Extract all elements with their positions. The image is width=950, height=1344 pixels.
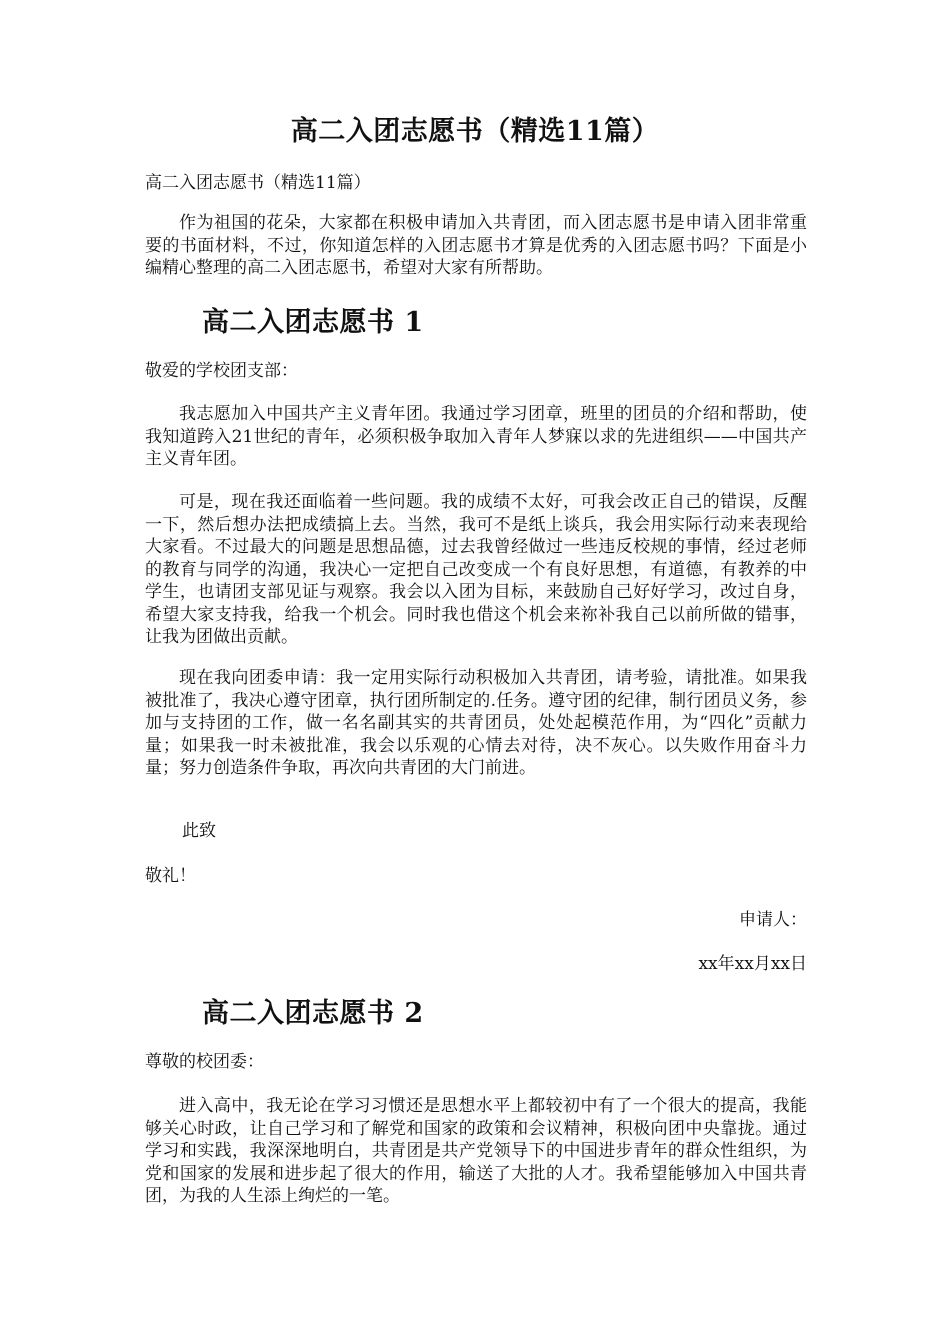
document-subtitle: 高二入团志愿书（精选11篇） — [145, 173, 371, 193]
intro-paragraph: 作为祖国的花朵，大家都在积极申请加入共青团，而入团志愿书是申请入团非常重要的书面材料，不过，你知道怎样的入团志愿书才算是优秀的入团志愿书吗？下面是小编精心整理的高二入团志愿书，希望对大家有所帮助。 — [145, 213, 807, 278]
section-1-date: xx年xx月xx日 — [698, 954, 807, 974]
section-2-paragraph-1: 进入高中，我无论在学习习惯还是思想水平上都较初中有了一个很大的提高，我能够关心时政，让自己学习和了解党和国家的政策和会议精神，积极向团中央靠拢。通过学习和实践，我深深地明白，共青团是共产党领导下的中国进步青年的群众性组织，为党和国家的发展和进步起了很大的作用，输送了大批的人才。我希望能够加入中国共青团，为我的人生添上绚烂的一笔。 — [145, 1096, 807, 1206]
section-1-regards: 敬礼！ — [145, 866, 196, 886]
section-2-heading: 高二入团志愿书 2 — [202, 998, 424, 1029]
section-1-paragraph-3: 现在我向团委申请：我一定用实际行动积极加入共青团，请考验，请批准。如果我被批准了，我决心遵守团章，执行团所制定的.任务。遵守团的纪律，制行团员义务，参加与支持团的工作，做一名名副其实的共青团员，处处起模范作用，为“四化”贡献力量；如果我一时未被批准，我会以乐观的心情去对待，决不灰心。以失败作用奋斗力量；努力创造条件争取，再次向共青团的大门前进。 — [145, 668, 807, 778]
section-1-paragraph-1: 我志愿加入中国共产主义青年团。我通过学习团章，班里的团员的介绍和帮助，使我知道跨入21世纪的青年，必须积极争取加入青年人梦寐以求的先进组织——中国共产主义青年团。 — [145, 404, 807, 469]
section-1-salutation: 敬爱的学校团支部： — [145, 361, 298, 381]
section-2-salutation: 尊敬的校团委： — [145, 1052, 264, 1072]
section-1-heading: 高二入团志愿书 1 — [202, 307, 424, 338]
document-title: 高二入团志愿书（精选11篇） — [290, 116, 660, 147]
section-1-paragraph-2: 可是，现在我还面临着一些问题。我的成绩不太好，可我会改正自己的错误，反醒一下，然后想办法把成绩搞上去。当然，我可不是纸上谈兵，我会用实际行动来表现给大家看。不过最大的问题是思想品德，过去我曾经做过一些违反校规的事情，经过老师的教育与同学的沟通，我决心一定把自己改变成一个有良好思想，有道德，有教养的中学生，也请团支部见证与观察。我会以入团为目标，来鼓励自己好好学习，改过自身，希望大家支持我，给我一个机会。同时我也借这个机会来祢补我自己以前所做的错事，让我为团做出贡献。 — [145, 492, 807, 647]
section-1-applicant: 申请人： — [739, 910, 807, 930]
section-1-closing: 此致 — [182, 821, 216, 841]
